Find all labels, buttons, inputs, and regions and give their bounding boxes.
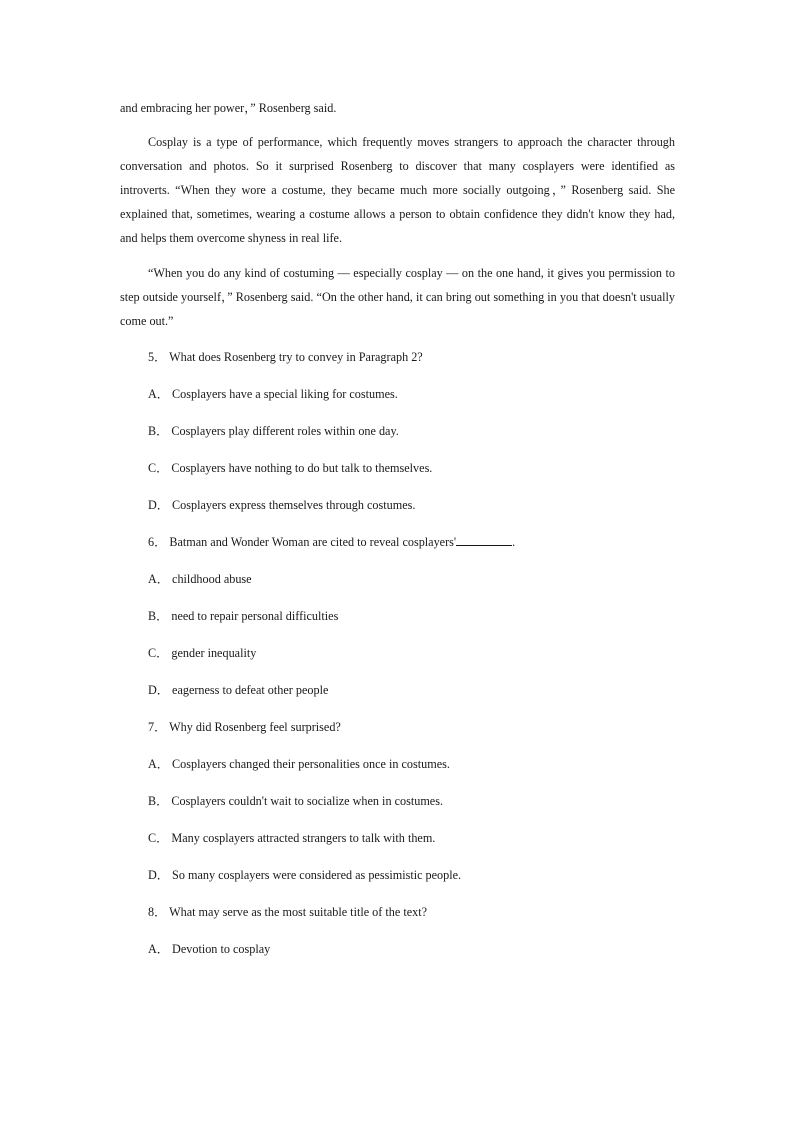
option-text: Cosplayers play different roles within one day. <box>171 424 399 438</box>
option-letter: C． <box>148 831 169 845</box>
question-8 <box>120 900 675 961</box>
option-letter: D． <box>148 868 169 882</box>
question-7 <box>120 715 675 887</box>
option-b[interactable] <box>148 604 675 628</box>
question-number: 8． <box>148 905 167 919</box>
answer-blank[interactable] <box>456 533 512 546</box>
option-letter: D． <box>148 498 169 512</box>
passage-paragraph-continuation: and embracing her power，” Rosenberg said. <box>120 101 337 115</box>
option-d[interactable] <box>148 863 675 887</box>
option-text: Cosplayers have a special liking for costumes. <box>172 387 398 401</box>
question-text: What may serve as the most suitable title of the text? <box>169 905 427 919</box>
option-letter: A． <box>148 387 169 401</box>
option-b[interactable] <box>148 789 675 813</box>
option-c[interactable] <box>148 641 675 665</box>
option-text: need to repair personal difficulties <box>171 609 339 623</box>
question-number: 6． <box>148 535 167 549</box>
question-text: Batman and Wonder Woman are cited to reveal cosplayers' <box>169 535 457 549</box>
option-text: Cosplayers couldn't wait to socialize when in costumes. <box>171 794 443 808</box>
option-text: Cosplayers express themselves through costumes. <box>172 498 416 512</box>
option-letter: A． <box>148 942 169 956</box>
option-text: gender inequality <box>171 646 257 660</box>
option-d[interactable] <box>148 493 675 517</box>
option-a[interactable] <box>148 567 675 591</box>
question-number: 7． <box>148 720 167 734</box>
option-letter: B． <box>148 424 169 438</box>
question-stem <box>148 715 675 739</box>
option-a[interactable] <box>148 382 675 406</box>
question-text: What does Rosenberg try to convey in Paragraph 2? <box>169 350 423 364</box>
option-text: Devotion to cosplay <box>172 942 271 956</box>
question-stem <box>148 900 675 924</box>
option-text: Cosplayers have nothing to do but talk to themselves. <box>171 461 433 475</box>
question-6 <box>120 530 675 702</box>
option-text: Many cosplayers attracted strangers to talk with them. <box>171 831 436 845</box>
question-stem <box>148 530 675 554</box>
option-letter: C． <box>148 646 169 660</box>
question-suffix: . <box>512 535 516 549</box>
option-c[interactable] <box>148 826 675 850</box>
option-text: eagerness to defeat other people <box>172 683 329 697</box>
option-letter: C． <box>148 461 169 475</box>
option-letter: B． <box>148 609 169 623</box>
option-d[interactable] <box>148 678 675 702</box>
question-stem <box>148 345 675 369</box>
option-letter: A． <box>148 757 169 771</box>
option-c[interactable] <box>148 456 675 480</box>
option-letter: B． <box>148 794 169 808</box>
question-number: 5． <box>148 350 167 364</box>
option-text: So many cosplayers were considered as pessimistic people. <box>172 868 462 882</box>
option-b[interactable] <box>148 419 675 443</box>
option-a[interactable] <box>148 752 675 776</box>
question-text: Why did Rosenberg feel surprised? <box>169 720 341 734</box>
passage-paragraph-3: “When you do any kind of costuming — especially cosplay — on the one hand, it gives you permission to step outside yourself，” Rosenberg said. “On the other hand, it can bring out something in you that doesn't usually come out.” <box>120 266 675 328</box>
option-letter: D． <box>148 683 169 697</box>
question-5 <box>120 345 675 517</box>
option-text: Cosplayers changed their personalities once in costumes. <box>172 757 450 771</box>
passage-paragraph-2: Cosplay is a type of performance, which frequently moves strangers to approach the character through conversation and photos. So it surprised Rosenberg to discover that many cosplayers were identified as introverts. “When they wore a costume, they became much more socially outgoing，” Rosenberg said. She explained that, sometimes, wearing a costume allows a person to obtain confidence they didn't know they had, and helps them overcome shyness in real life. <box>120 135 675 245</box>
option-text: childhood abuse <box>172 572 252 586</box>
option-a[interactable] <box>148 937 675 961</box>
option-letter: A． <box>148 572 169 586</box>
document-page <box>120 96 675 974</box>
